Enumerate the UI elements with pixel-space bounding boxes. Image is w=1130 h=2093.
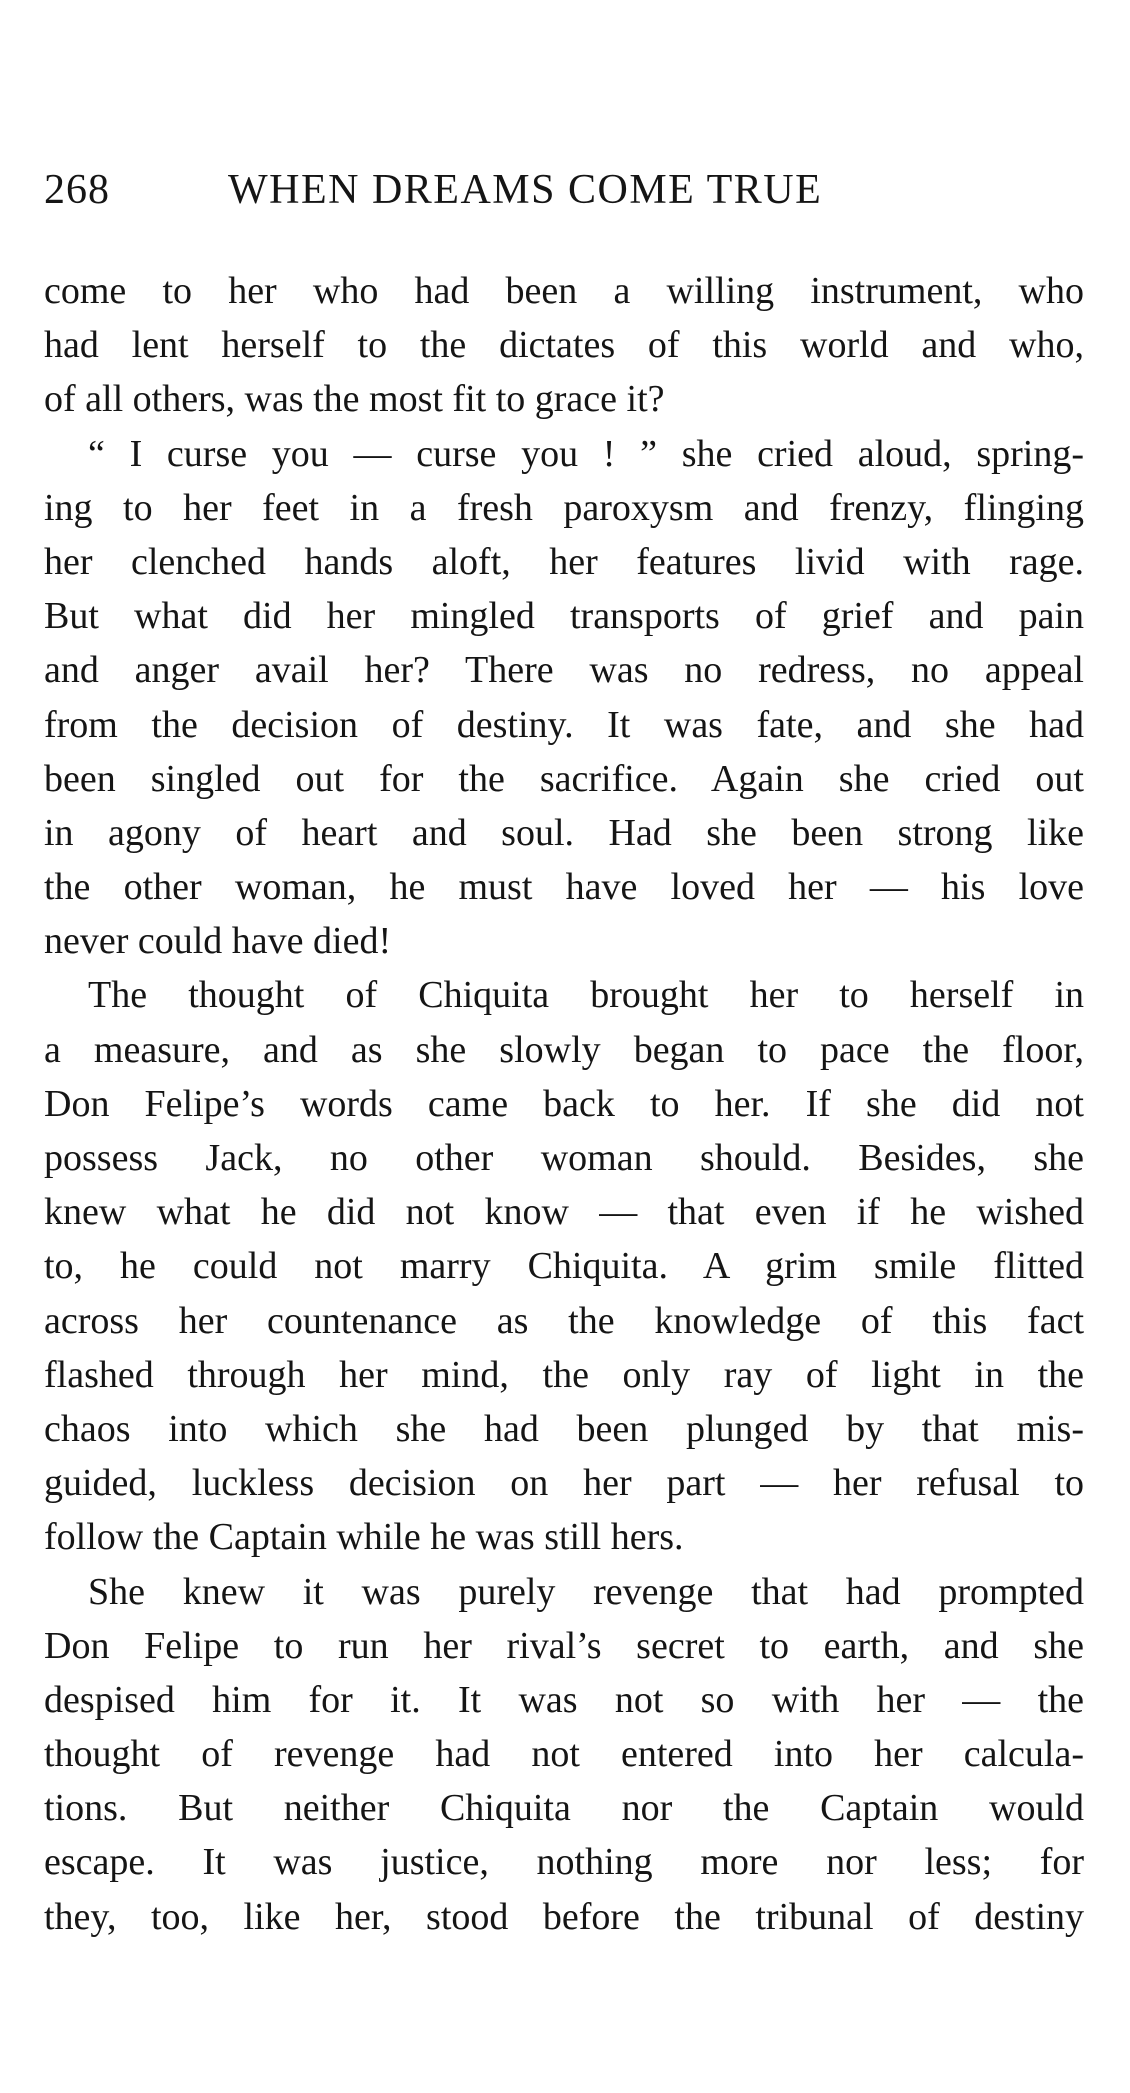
text-line: the other woman, he must have loved her — his love bbox=[44, 866, 1084, 909]
text-line: been singled out for the sacrifice. Again she cried out bbox=[44, 757, 1084, 800]
text-line: possess Jack, no other woman should. Besides, she bbox=[44, 1137, 1084, 1179]
text-line: never could have died! bbox=[44, 920, 392, 963]
text-line: She knew it was purely revenge that had prompted bbox=[88, 1570, 1084, 1613]
text-line: of all others, was the most fit to grace it? bbox=[44, 378, 665, 421]
text-line: come to her who had been a willing instrument, who bbox=[44, 270, 1084, 312]
text-line: to, he could not marry Chiquita. A grim smile flitted bbox=[44, 1245, 1084, 1288]
text-line: thought of revenge had not entered into her calcula- bbox=[44, 1733, 1084, 1776]
text-line: from the decision of destiny. It was fate, and she had bbox=[44, 703, 1084, 746]
text-line: her clenched hands aloft, her features livid with rage. bbox=[44, 540, 1084, 583]
text-line: knew what he did not know — that even if he wished bbox=[44, 1191, 1084, 1234]
body-text bbox=[44, 264, 1084, 1944]
text-line: The thought of Chiquita brought her to herself in bbox=[88, 974, 1084, 1017]
text-line: they, too, like her, stood before the tribunal of destiny bbox=[44, 1895, 1084, 1938]
text-line: “ I curse you — curse you ! ” she cried aloud, spring- bbox=[88, 432, 1084, 475]
text-line: and anger avail her? There was no redress, no appeal bbox=[44, 649, 1084, 692]
running-head bbox=[44, 160, 1084, 220]
text-line: tions. But neither Chiquita nor the Captain would bbox=[44, 1787, 1084, 1830]
text-line: a measure, and as she slowly began to pace the floor, bbox=[44, 1028, 1084, 1071]
text-line: chaos into which she had been plunged by that mis- bbox=[44, 1407, 1084, 1450]
text-line: Don Felipe’s words came back to her. If she did not bbox=[44, 1082, 1084, 1125]
text-line: despised him for it. It was not so with her — the bbox=[44, 1678, 1084, 1721]
book-page bbox=[44, 160, 1084, 1944]
text-line: escape. It was justice, nothing more nor less; for bbox=[44, 1841, 1084, 1884]
text-line: ing to her feet in a fresh paroxysm and frenzy, flinging bbox=[44, 486, 1084, 529]
text-line: had lent herself to the dictates of this world and who, bbox=[44, 324, 1084, 367]
text-line: follow the Captain while he was still hers. bbox=[44, 1516, 684, 1559]
text-line: in agony of heart and soul. Had she been strong like bbox=[44, 811, 1084, 854]
text-line: Don Felipe to run her rival’s secret to earth, and she bbox=[44, 1624, 1084, 1667]
running-title: WHEN DREAMS COME TRUE bbox=[228, 167, 823, 213]
text-line: But what did her mingled transports of grief and pain bbox=[44, 595, 1084, 638]
page-number: 268 bbox=[44, 167, 110, 213]
text-line: across her countenance as the knowledge of this fact bbox=[44, 1299, 1084, 1342]
text-line: guided, luckless decision on her part — her refusal to bbox=[44, 1462, 1084, 1505]
text-line: flashed through her mind, the only ray of light in the bbox=[44, 1353, 1084, 1396]
